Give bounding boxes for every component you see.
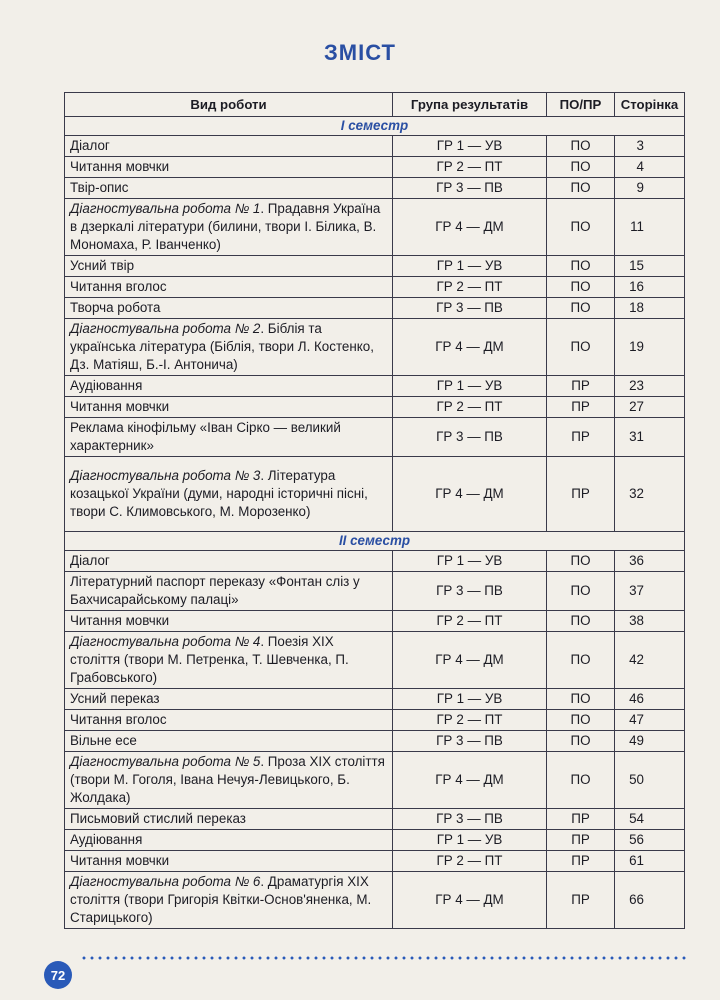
table-row: [65, 551, 685, 572]
po-pr-cell: ПР: [547, 872, 615, 929]
work-type-cell: [65, 457, 393, 532]
result-group-cell: ГР 1 — УВ: [393, 376, 547, 397]
table-row: [65, 157, 685, 178]
work-type-cell: Творча робота: [65, 298, 393, 319]
work-type-cell: Аудіювання: [65, 830, 393, 851]
page-cell: 16: [615, 277, 685, 298]
table-row: [65, 572, 685, 611]
diagnostic-work-label: Діагностувальна робота № 1: [70, 201, 261, 216]
page-cell: 31: [615, 418, 685, 457]
result-group-cell: ГР 2 — ПТ: [393, 611, 547, 632]
table-row: [65, 397, 685, 418]
po-pr-cell: ПО: [547, 752, 615, 809]
page-cell: 49: [615, 731, 685, 752]
result-group-cell: ГР 2 — ПТ: [393, 157, 547, 178]
table-row: [65, 611, 685, 632]
work-type-cell: Читання мовчки: [65, 611, 393, 632]
work-type-cell: [65, 872, 393, 929]
diagnostic-work-description: . Біблія та українська література (Біблія, твори Л. Костенко, Дз. Матіяш, Б.-І. Антонича): [70, 321, 374, 372]
po-pr-cell: ПО: [547, 136, 615, 157]
result-group-cell: ГР 1 — УВ: [393, 256, 547, 277]
page-cell: 46: [615, 689, 685, 710]
diagnostic-work-label: Діагностувальна робота № 4: [70, 634, 261, 649]
column-header-result-group: Група результатів: [393, 93, 547, 117]
po-pr-cell: ПО: [547, 319, 615, 376]
diagnostic-work-description: . Драматургія XIX століття (твори Григорія Квітки-Основ'яненка, М. Старицького): [70, 874, 372, 925]
contents-table: [64, 92, 685, 929]
diagnostic-work-description: . Література козацької України (думи, народні історичні пісні, твори С. Климовського, М. Морозенко): [70, 468, 368, 519]
page-title: ЗМІСТ: [324, 40, 396, 65]
page-cell: 27: [615, 397, 685, 418]
footer-dotted-line: [80, 956, 690, 960]
po-pr-cell: ПО: [547, 710, 615, 731]
page-cell: 37: [615, 572, 685, 611]
result-group-cell: ГР 2 — ПТ: [393, 277, 547, 298]
table-row: [65, 418, 685, 457]
result-group-cell: ГР 2 — ПТ: [393, 397, 547, 418]
table-row: [65, 277, 685, 298]
table-row: [65, 457, 685, 532]
po-pr-cell: ПР: [547, 809, 615, 830]
diagnostic-work-label: Діагностувальна робота № 3: [70, 468, 261, 483]
work-type-cell: Усний твір: [65, 256, 393, 277]
result-group-cell: ГР 4 — ДМ: [393, 632, 547, 689]
column-header-page: Сторінка: [615, 93, 685, 117]
semester-label: II семестр: [65, 532, 685, 551]
page-cell: 3: [615, 136, 685, 157]
work-type-cell: Читання мовчки: [65, 397, 393, 418]
semester-row: [65, 532, 685, 551]
work-type-cell: [65, 319, 393, 376]
result-group-cell: ГР 3 — ПВ: [393, 418, 547, 457]
table-row: [65, 752, 685, 809]
result-group-cell: ГР 1 — УВ: [393, 136, 547, 157]
page-cell: 50: [615, 752, 685, 809]
result-group-cell: ГР 1 — УВ: [393, 689, 547, 710]
diagnostic-work-description: . Проза XIX століття (твори М. Гоголя, Івана Нечуя-Левицького, Б. Жолдака): [70, 754, 385, 805]
diagnostic-work-label: Діагностувальна робота № 6: [70, 874, 261, 889]
page-cell: 18: [615, 298, 685, 319]
page-cell: 61: [615, 851, 685, 872]
work-type-cell: Діалог: [65, 551, 393, 572]
page-cell: 36: [615, 551, 685, 572]
result-group-cell: ГР 4 — ДМ: [393, 872, 547, 929]
po-pr-cell: ПО: [547, 157, 615, 178]
po-pr-cell: ПО: [547, 277, 615, 298]
table-row: [65, 851, 685, 872]
work-type-cell: [65, 752, 393, 809]
work-type-cell: Читання мовчки: [65, 851, 393, 872]
table-row: [65, 256, 685, 277]
diagnostic-work-description: . Поезія XIX століття (твори М. Петренка, Т. Шевченка, П. Грабовського): [70, 634, 349, 685]
work-type-cell: Літературний паспорт переказу «Фонтан сліз у Бахчисарайському палаці»: [65, 572, 393, 611]
page-cell: 38: [615, 611, 685, 632]
work-type-cell: Усний переказ: [65, 689, 393, 710]
work-type-cell: Вільне есе: [65, 731, 393, 752]
result-group-cell: ГР 4 — ДМ: [393, 199, 547, 256]
page-cell: 19: [615, 319, 685, 376]
work-type-cell: Читання вголос: [65, 277, 393, 298]
semester-label: I семестр: [65, 117, 685, 136]
work-type-cell: Аудіювання: [65, 376, 393, 397]
po-pr-cell: ПО: [547, 572, 615, 611]
table-row: [65, 178, 685, 199]
po-pr-cell: ПР: [547, 376, 615, 397]
result-group-cell: ГР 3 — ПВ: [393, 731, 547, 752]
column-header-work-type: Вид роботи: [65, 93, 393, 117]
page-number-badge: 72: [44, 961, 72, 989]
work-type-cell: Діалог: [65, 136, 393, 157]
diagnostic-work-label: Діагностувальна робота № 5: [70, 754, 261, 769]
semester-row: [65, 117, 685, 136]
po-pr-cell: ПР: [547, 457, 615, 532]
work-type-cell: [65, 199, 393, 256]
work-type-cell: Читання мовчки: [65, 157, 393, 178]
result-group-cell: ГР 1 — УВ: [393, 551, 547, 572]
po-pr-cell: ПО: [547, 632, 615, 689]
column-header-po-pr: ПО/ПР: [547, 93, 615, 117]
diagnostic-work-description: . Прадавня Україна в дзеркалі літератури (билини, твори І. Білика, В. Мономаха, Р. Іванченко): [70, 201, 381, 252]
po-pr-cell: ПР: [547, 397, 615, 418]
result-group-cell: ГР 2 — ПТ: [393, 851, 547, 872]
page-cell: 54: [615, 809, 685, 830]
table-row: [65, 376, 685, 397]
po-pr-cell: ПР: [547, 851, 615, 872]
result-group-cell: ГР 3 — ПВ: [393, 572, 547, 611]
result-group-cell: ГР 3 — ПВ: [393, 298, 547, 319]
table-row: [65, 199, 685, 256]
table-row: [65, 298, 685, 319]
page-cell: 23: [615, 376, 685, 397]
table-row: [65, 319, 685, 376]
page-cell: 47: [615, 710, 685, 731]
po-pr-cell: ПО: [547, 551, 615, 572]
po-pr-cell: ПР: [547, 418, 615, 457]
result-group-cell: ГР 4 — ДМ: [393, 319, 547, 376]
work-type-cell: Реклама кінофільму «Іван Сірко — великий характерник»: [65, 418, 393, 457]
page-cell: 15: [615, 256, 685, 277]
table-row: [65, 689, 685, 710]
work-type-cell: [65, 632, 393, 689]
work-type-cell: Читання вголос: [65, 710, 393, 731]
po-pr-cell: ПО: [547, 731, 615, 752]
page-cell: 56: [615, 830, 685, 851]
result-group-cell: ГР 3 — ПВ: [393, 178, 547, 199]
table-row: [65, 632, 685, 689]
work-type-cell: Письмовий стислий переказ: [65, 809, 393, 830]
result-group-cell: ГР 4 — ДМ: [393, 752, 547, 809]
po-pr-cell: ПО: [547, 298, 615, 319]
po-pr-cell: ПР: [547, 830, 615, 851]
po-pr-cell: ПО: [547, 178, 615, 199]
page-cell: 11: [615, 199, 685, 256]
po-pr-cell: ПО: [547, 256, 615, 277]
work-type-cell: Твір-опис: [65, 178, 393, 199]
table-row: [65, 809, 685, 830]
result-group-cell: ГР 1 — УВ: [393, 830, 547, 851]
po-pr-cell: ПО: [547, 199, 615, 256]
result-group-cell: ГР 2 — ПТ: [393, 710, 547, 731]
page-cell: 66: [615, 872, 685, 929]
table-row: [65, 872, 685, 929]
table-row: [65, 136, 685, 157]
result-group-cell: ГР 4 — ДМ: [393, 457, 547, 532]
page-cell: 9: [615, 178, 685, 199]
po-pr-cell: ПО: [547, 689, 615, 710]
page-cell: 42: [615, 632, 685, 689]
table-row: [65, 731, 685, 752]
result-group-cell: ГР 3 — ПВ: [393, 809, 547, 830]
table-row: [65, 710, 685, 731]
table-header-row: [65, 93, 685, 117]
page-cell: 32: [615, 457, 685, 532]
page-cell: 4: [615, 157, 685, 178]
po-pr-cell: ПО: [547, 611, 615, 632]
diagnostic-work-label: Діагностувальна робота № 2: [70, 321, 261, 336]
table-row: [65, 830, 685, 851]
